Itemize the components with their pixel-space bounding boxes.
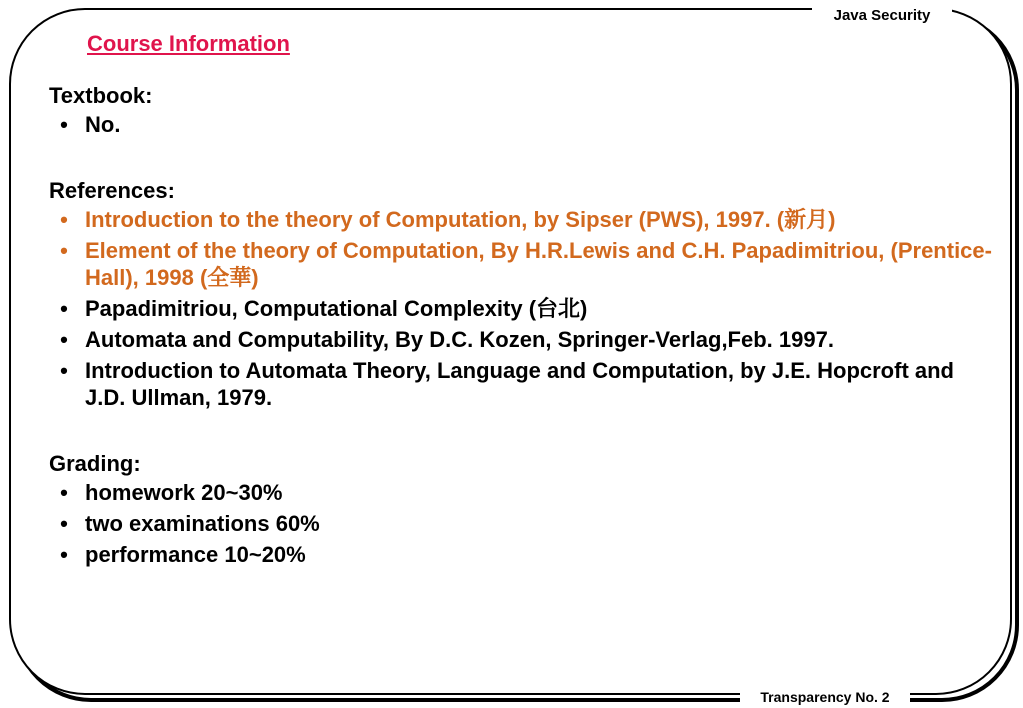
spacer (49, 415, 999, 449)
textbook-heading: Textbook: (49, 83, 153, 108)
footer-tag: Transparency No. 2 (740, 687, 910, 707)
textbook-item-text: No. (85, 112, 121, 137)
list-item (49, 479, 999, 506)
reference-text: Papadimitriou, Computational Complexity (台北) (85, 296, 588, 321)
reference-text: Automata and Computability, By D.C. Kozen, Springer-Verlag,Feb. 1997. (85, 327, 834, 352)
grading-list (49, 479, 999, 568)
bullet-icon: • (60, 480, 68, 505)
list-item (49, 326, 999, 353)
list-item (49, 510, 999, 537)
grading-item-text: homework 20~30% (85, 480, 283, 505)
bullet-icon: • (60, 542, 68, 567)
slide-content (49, 81, 999, 572)
spacer (49, 142, 999, 176)
list-item (49, 237, 999, 291)
bullet-icon: • (60, 112, 68, 137)
bullet-icon: • (60, 207, 68, 232)
list-item (49, 295, 999, 322)
header-tag: Java Security (812, 6, 952, 26)
bullet-icon: • (60, 511, 68, 536)
list-item (49, 111, 999, 138)
grading-heading: Grading: (49, 451, 141, 476)
bullet-icon: • (60, 327, 68, 352)
reference-text: Introduction to the theory of Computation, by Sipser (PWS), 1997. (新月) (85, 207, 836, 232)
list-item (49, 357, 999, 411)
references-heading: References: (49, 178, 175, 203)
bullet-icon: • (60, 238, 68, 263)
reference-text: Element of the theory of Computation, By H.R.Lewis and C.H. Papadimitriou, (Prentice-Hall), 1998 (全華) (85, 238, 992, 290)
list-item (49, 206, 999, 233)
bullet-icon: • (60, 296, 68, 321)
bullet-icon: • (60, 358, 68, 383)
slide-title: Course Information (87, 31, 290, 56)
grading-item-text: performance 10~20% (85, 542, 306, 567)
reference-text: Introduction to Automata Theory, Language and Computation, by J.E. Hopcroft and J.D. Ullman, 1979. (85, 358, 954, 410)
list-item (49, 541, 999, 568)
textbook-list (49, 111, 999, 138)
grading-item-text: two examinations 60% (85, 511, 320, 536)
references-list (49, 206, 999, 411)
